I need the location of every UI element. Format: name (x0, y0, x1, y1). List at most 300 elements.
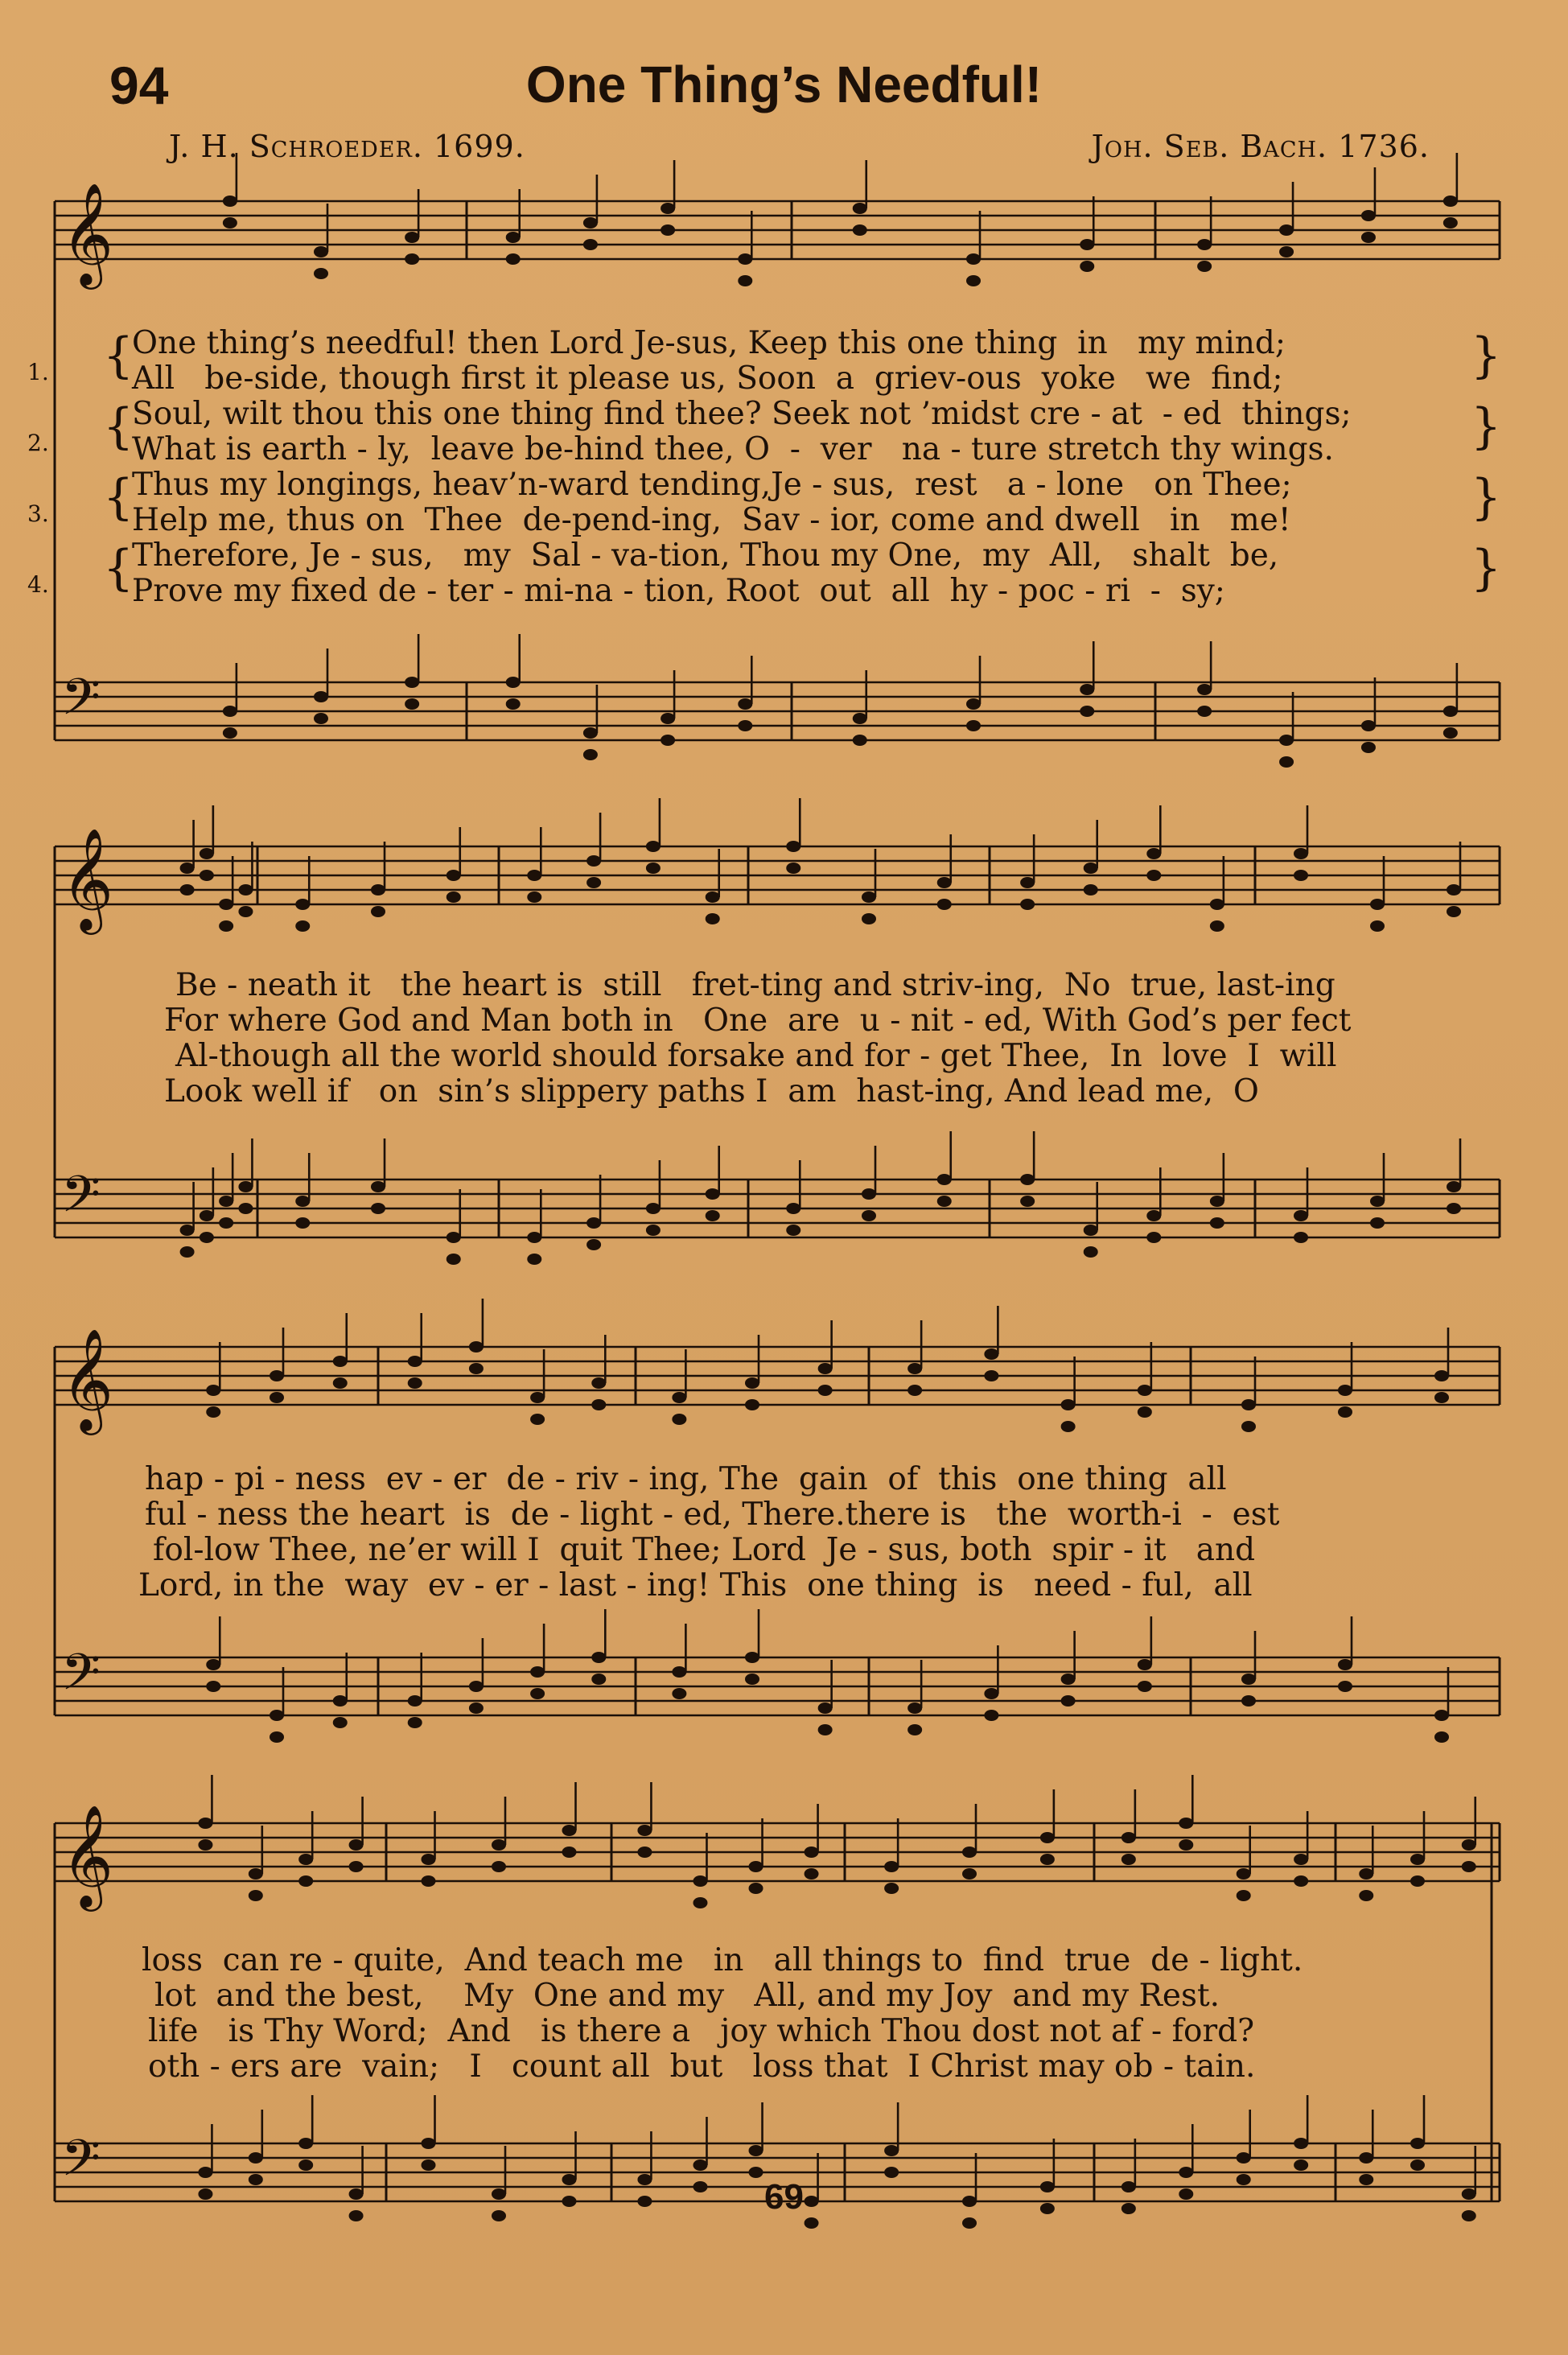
bass-clef-icon: 𝄢 (61, 2128, 101, 2200)
treble-note-head (298, 1875, 313, 1887)
treble-note-head (249, 1868, 263, 1879)
bass-note-head (1237, 2152, 1251, 2164)
bass-clef-icon: 𝄢 (61, 1642, 101, 1714)
bass-note-head (223, 727, 237, 739)
bass-note-head (298, 2159, 313, 2171)
treble-note-head (583, 239, 598, 250)
bass-note-head (314, 691, 328, 702)
bass-note-head (1338, 1681, 1352, 1692)
stanza-brace-right: } (1471, 469, 1502, 525)
bass-note-head (661, 735, 675, 746)
bass-note-head (1361, 720, 1376, 731)
stanza-brace-right: } (1471, 327, 1502, 384)
bass-note-head (1410, 2138, 1425, 2149)
treble-note-head (349, 1839, 364, 1851)
bass-note-head (1061, 1674, 1076, 1685)
treble-note-head (506, 253, 521, 265)
treble-note-head (1061, 1421, 1076, 1432)
treble-note-head (1210, 899, 1224, 910)
bass-note-head (1294, 1232, 1308, 1243)
stanza-brace: { (103, 540, 134, 596)
treble-note-head (1462, 1839, 1476, 1851)
treble-note-head (1370, 899, 1385, 910)
stanza-brace-right: } (1471, 540, 1502, 596)
bass-note-head (586, 1217, 601, 1229)
treble-note-head (1434, 1392, 1449, 1403)
treble-note-head (223, 217, 237, 229)
bass-note-head (1443, 727, 1458, 739)
bass-note-head (1061, 1695, 1076, 1707)
bass-note-head (405, 677, 419, 688)
treble-note-head (223, 196, 237, 207)
treble-note-head (693, 1875, 707, 1887)
treble-note-head (1210, 920, 1224, 932)
bass-note-head (862, 1188, 876, 1200)
treble-note-head (295, 899, 310, 910)
treble-note-head (198, 1839, 212, 1851)
bass-note-head (1020, 1196, 1035, 1207)
bass-note-head (371, 1181, 385, 1192)
treble-note-head (853, 203, 867, 214)
treble-note-head (586, 877, 601, 888)
treble-note-head (984, 1348, 998, 1360)
treble-note-head (295, 920, 310, 932)
bass-note-head (786, 1203, 800, 1214)
bass-clef-icon: 𝄢 (61, 667, 101, 739)
treble-note-head (422, 1875, 436, 1887)
treble-note-head (937, 877, 952, 888)
bass-note-head (1434, 1731, 1449, 1743)
bass-note-head (591, 1652, 606, 1663)
treble-note-head (1138, 1406, 1152, 1418)
treble-note-head (1040, 1854, 1055, 1865)
bass-note-head (295, 1196, 310, 1207)
bass-note-head (966, 698, 981, 710)
bass-note-head (1359, 2152, 1373, 2164)
treble-note-head (1020, 899, 1035, 910)
lyric-line: fol-low Thee, ne’er will I quit Thee; Lord Je - sus, both spir - it and (153, 1532, 1256, 1568)
bass-note-head (738, 720, 752, 731)
treble-note-head (706, 913, 720, 924)
stanza-brace: { (103, 327, 134, 384)
treble-note-head (408, 1377, 422, 1389)
bass-note-head (422, 2159, 436, 2171)
treble-note-head (1146, 870, 1161, 881)
bass-note-head (1138, 1659, 1152, 1670)
treble-note-head (738, 275, 752, 286)
bass-note-head (937, 1174, 952, 1185)
treble-note-head (966, 275, 981, 286)
treble-note-head (447, 870, 461, 881)
bass-note-head (1138, 1681, 1152, 1692)
treble-note-head (786, 841, 800, 852)
bass-note-head (506, 698, 521, 710)
treble-note-head (180, 884, 195, 895)
treble-note-head (1294, 848, 1308, 859)
treble-note-head (745, 1377, 759, 1389)
treble-note-head (333, 1377, 348, 1389)
treble-note-head (1410, 1854, 1425, 1865)
treble-clef-icon: 𝄞 (61, 827, 114, 930)
lyric-line: Be - neath it the heart is still fret-ting and striv-ing, No true, last-ing (175, 967, 1335, 1003)
lyric-line: loss can re - quite, And teach me in all things to find true de - light. (142, 1942, 1303, 1978)
bass-note-head (469, 1702, 484, 1714)
bass-note-head (1210, 1217, 1224, 1229)
treble-note-head (1361, 232, 1376, 243)
bass-note-head (180, 1246, 195, 1258)
lyric-line: Look well if on sin’s slippery paths I am hast-ing, And lead me, O (164, 1073, 1259, 1110)
bass-note-head (333, 1717, 348, 1728)
bass-note-head (219, 1217, 233, 1229)
lyric-line: Soul, wilt thou this one thing find thee? Seek not ’midst cre - at - ed things; (132, 396, 1352, 432)
treble-note-head (907, 1363, 922, 1374)
bass-note-head (738, 698, 752, 710)
treble-note-head (1040, 1832, 1055, 1843)
treble-note-head (1121, 1832, 1136, 1843)
bass-note-head (408, 1717, 422, 1728)
treble-note-head (637, 1825, 652, 1836)
treble-note-head (200, 848, 214, 859)
bass-note-head (1294, 2138, 1308, 2149)
treble-clef-icon: 𝄞 (61, 182, 114, 285)
lyric-line: Thus my longings, heav’n-ward tending,Je - sus, rest a - lone on Thee; (132, 467, 1292, 503)
treble-note-head (405, 232, 419, 243)
bass-note-head (1410, 2159, 1425, 2171)
bass-note-head (1434, 1710, 1449, 1721)
treble-note-head (206, 1406, 220, 1418)
treble-note-head (661, 224, 675, 236)
bass-note-head (745, 1652, 759, 1663)
treble-note-head (238, 884, 253, 895)
bass-note-head (786, 1225, 800, 1236)
treble-note-head (591, 1377, 606, 1389)
treble-note-head (984, 1370, 998, 1381)
stanza-brace-right: } (1471, 398, 1502, 455)
bass-note-head (862, 1210, 876, 1221)
treble-note-head (200, 870, 214, 881)
treble-note-head (447, 891, 461, 903)
bass-note-head (1294, 2159, 1308, 2171)
bass-note-head (962, 2217, 977, 2229)
bass-note-head (1370, 1196, 1385, 1207)
bass-note-head (1279, 735, 1294, 746)
text-author-credit: J. H. Schroeder. 1699. (169, 129, 525, 164)
treble-note-head (853, 224, 867, 236)
treble-note-head (586, 855, 601, 867)
lyric-line: lot and the best, My One and my All, and my Joy and my Rest. (154, 1978, 1220, 2014)
bass-note-head (672, 1688, 686, 1699)
treble-note-head (198, 1818, 212, 1829)
treble-note-head (1121, 1854, 1136, 1865)
treble-note-head (1338, 1385, 1352, 1396)
treble-note-head (249, 1890, 263, 1901)
treble-note-head (562, 1825, 577, 1836)
treble-note-head (333, 1356, 348, 1367)
treble-note-head (818, 1363, 833, 1374)
lyric-line: Therefore, Je - sus, my Sal - va-tion, Thou my One, my All, shalt be, (132, 537, 1279, 574)
treble-note-head (1338, 1406, 1352, 1418)
bass-note-head (270, 1710, 284, 1721)
bass-note-head (447, 1254, 461, 1265)
treble-note-head (527, 870, 541, 881)
treble-note-head (1447, 884, 1461, 895)
treble-note-head (270, 1370, 284, 1381)
bass-note-head (966, 720, 981, 731)
treble-note-head (1443, 217, 1458, 229)
bass-note-head (314, 713, 328, 724)
treble-note-head (1241, 1399, 1256, 1410)
stanza-number: 4. (27, 571, 49, 598)
bass-note-head (1146, 1232, 1161, 1243)
treble-note-head (408, 1356, 422, 1367)
bass-note-head (1443, 706, 1458, 717)
bass-note-head (1447, 1181, 1461, 1192)
bass-note-head (506, 677, 521, 688)
treble-note-head (884, 1861, 899, 1872)
treble-note-head (1294, 1875, 1308, 1887)
treble-note-head (1279, 224, 1294, 236)
treble-note-head (1179, 1818, 1193, 1829)
bass-note-head (333, 1695, 348, 1707)
treble-note-head (1084, 884, 1098, 895)
hymn-number: 94 (109, 56, 169, 115)
bass-note-head (805, 2217, 819, 2229)
treble-note-head (219, 920, 233, 932)
treble-note-head (298, 1854, 313, 1865)
bass-note-head (706, 1188, 720, 1200)
bass-note-head (907, 1724, 922, 1735)
treble-note-head (693, 1897, 707, 1908)
bass-note-head (1447, 1203, 1461, 1214)
lyric-line: Prove my fixed de - ter - mi-na - tion, Root out all hy - poc - ri - sy; (132, 573, 1225, 609)
bass-note-head (295, 1217, 310, 1229)
treble-note-head (749, 1883, 763, 1894)
bass-note-head (198, 2167, 212, 2178)
bass-note-head (749, 2167, 763, 2178)
bass-note-head (884, 2145, 899, 2156)
treble-note-head (527, 891, 541, 903)
treble-note-head (646, 863, 661, 874)
stanza-number: 3. (27, 500, 49, 527)
bass-note-head (1361, 742, 1376, 753)
stanza-number: 2. (27, 430, 49, 456)
bass-note-head (530, 1666, 545, 1678)
stanza-brace: { (103, 469, 134, 525)
bass-note-head (1241, 1695, 1256, 1707)
page-number: 69 (764, 2177, 804, 2217)
bass-note-head (223, 706, 237, 717)
hymn-title: One Thing’s Needful! (525, 56, 1043, 113)
treble-note-head (1084, 863, 1098, 874)
bass-note-head (907, 1702, 922, 1714)
bass-note-head (661, 713, 675, 724)
treble-note-head (1197, 261, 1212, 272)
treble-note-head (1080, 239, 1094, 250)
treble-note-head (937, 899, 952, 910)
bass-note-head (818, 1724, 833, 1735)
bass-note-head (1279, 756, 1294, 768)
treble-note-head (562, 1847, 577, 1858)
bass-note-head (527, 1254, 541, 1265)
lyric-line: life is Thy Word; And is there a joy which Thou dost not af - ford? (148, 2013, 1255, 2049)
lyric-line: oth - ers are vain; I count all but loss that I Christ may ob - tain. (148, 2048, 1256, 2085)
treble-note-head (661, 203, 675, 214)
treble-note-head (1146, 848, 1161, 859)
treble-note-head (1361, 210, 1376, 221)
treble-note-head (646, 841, 661, 852)
treble-note-head (1020, 877, 1035, 888)
treble-note-head (506, 232, 521, 243)
bass-clef-icon: 𝄢 (61, 1164, 101, 1236)
bass-note-head (749, 2145, 763, 2156)
treble-note-head (1443, 196, 1458, 207)
bass-note-head (238, 1203, 253, 1214)
treble-note-head (884, 1883, 899, 1894)
bass-note-head (1241, 1674, 1256, 1685)
bass-note-head (591, 1674, 606, 1685)
treble-note-head (1237, 1890, 1251, 1901)
treble-note-head (492, 1839, 506, 1851)
treble-note-head (1359, 1890, 1373, 1901)
treble-note-head (219, 899, 233, 910)
bass-note-head (937, 1196, 952, 1207)
treble-note-head (1237, 1868, 1251, 1879)
treble-clef-icon: 𝄞 (61, 1328, 114, 1431)
treble-note-head (1138, 1385, 1152, 1396)
treble-note-head (1241, 1421, 1256, 1432)
bass-note-head (1210, 1196, 1224, 1207)
treble-note-head (1434, 1370, 1449, 1381)
bass-note-head (586, 1239, 601, 1250)
lyric-line: hap - pi - ness ev - er de - riv - ing, The gain of this one thing all (145, 1461, 1227, 1497)
treble-note-head (672, 1414, 686, 1425)
stanza-number: 1. (27, 359, 49, 385)
bass-note-head (1197, 706, 1212, 717)
lyric-line: ful - ness the heart is de - light - ed, There.there is the worth-i - est (145, 1497, 1280, 1533)
treble-note-head (706, 891, 720, 903)
bass-note-head (1020, 1174, 1035, 1185)
bass-note-head (527, 1232, 541, 1243)
music-composer-credit: Joh. Seb. Bach. 1736. (1091, 129, 1430, 164)
lyric-line: Al-though all the world should forsake and for - get Thee, In love I will (175, 1038, 1337, 1074)
treble-note-head (530, 1392, 545, 1403)
bass-note-head (853, 713, 867, 724)
bass-note-head (984, 1710, 998, 1721)
bass-note-head (1294, 1210, 1308, 1221)
bass-note-head (1370, 1217, 1385, 1229)
bass-note-head (583, 727, 598, 739)
stanza-brace: { (103, 398, 134, 455)
lyric-line: Lord, in the way ev - er - last - ing! This one thing is need - ful, all (138, 1567, 1253, 1604)
treble-note-head (738, 253, 752, 265)
treble-note-head (962, 1868, 977, 1879)
treble-note-head (1294, 1854, 1308, 1865)
treble-note-head (749, 1861, 763, 1872)
bass-note-head (1146, 1210, 1161, 1221)
bass-note-head (646, 1203, 661, 1214)
bass-note-head (984, 1688, 998, 1699)
bass-note-head (408, 1695, 422, 1707)
treble-note-head (492, 1861, 506, 1872)
bass-note-head (298, 2138, 313, 2149)
bass-note-head (1084, 1246, 1098, 1258)
treble-note-head (966, 253, 981, 265)
treble-note-head (805, 1847, 819, 1858)
bass-note-head (206, 1659, 220, 1670)
treble-note-head (591, 1399, 606, 1410)
treble-note-head (1279, 246, 1294, 257)
treble-note-head (1061, 1399, 1076, 1410)
treble-note-head (1359, 1868, 1373, 1879)
bass-note-head (646, 1225, 661, 1236)
treble-note-head (1462, 1861, 1476, 1872)
treble-note-head (1370, 920, 1385, 932)
bass-note-head (884, 2167, 899, 2178)
treble-note-head (1410, 1875, 1425, 1887)
treble-note-head (1080, 261, 1094, 272)
bass-note-head (422, 2138, 436, 2149)
lyric-line: One thing’s needful! then Lord Je-sus, Keep this one thing in my mind; (132, 325, 1286, 361)
bass-note-head (1080, 684, 1094, 695)
treble-note-head (672, 1392, 686, 1403)
bass-note-head (1338, 1659, 1352, 1670)
lyric-line: All be-side, though first it please us, Soon a griev-ous yoke we find; (132, 360, 1283, 397)
treble-note-head (745, 1399, 759, 1410)
treble-note-head (818, 1385, 833, 1396)
treble-note-head (1197, 239, 1212, 250)
bass-note-head (180, 1225, 195, 1236)
treble-clef-icon: 𝄞 (61, 1804, 114, 1907)
treble-note-head (405, 253, 419, 265)
bass-note-head (672, 1666, 686, 1678)
treble-note-head (1294, 870, 1308, 881)
bass-note-head (693, 2159, 707, 2171)
bass-note-head (530, 1688, 545, 1699)
treble-note-head (1447, 906, 1461, 917)
treble-note-head (962, 1847, 977, 1858)
lyric-line: For where God and Man both in One are u - nit - ed, With God’s per fect (164, 1003, 1352, 1039)
treble-note-head (349, 1861, 364, 1872)
treble-note-head (862, 913, 876, 924)
treble-note-head (862, 891, 876, 903)
treble-note-head (422, 1854, 436, 1865)
treble-note-head (238, 906, 253, 917)
bass-note-head (469, 1681, 484, 1692)
treble-note-head (583, 217, 598, 229)
treble-note-head (469, 1341, 484, 1352)
bass-note-head (818, 1702, 833, 1714)
bass-note-head (706, 1210, 720, 1221)
treble-note-head (805, 1868, 819, 1879)
treble-note-head (786, 863, 800, 874)
bass-note-head (1179, 2167, 1193, 2178)
bass-note-head (238, 1181, 253, 1192)
treble-note-head (270, 1392, 284, 1403)
treble-note-head (371, 906, 385, 917)
treble-note-head (314, 246, 328, 257)
bass-note-head (745, 1674, 759, 1685)
treble-note-head (314, 268, 328, 279)
bass-note-head (206, 1681, 220, 1692)
treble-note-head (180, 863, 195, 874)
bass-note-head (249, 2152, 263, 2164)
bass-note-head (1084, 1225, 1098, 1236)
bass-note-head (219, 1196, 233, 1207)
bass-note-head (371, 1203, 385, 1214)
bass-note-head (200, 1210, 214, 1221)
bass-note-head (405, 698, 419, 710)
bass-note-head (447, 1232, 461, 1243)
